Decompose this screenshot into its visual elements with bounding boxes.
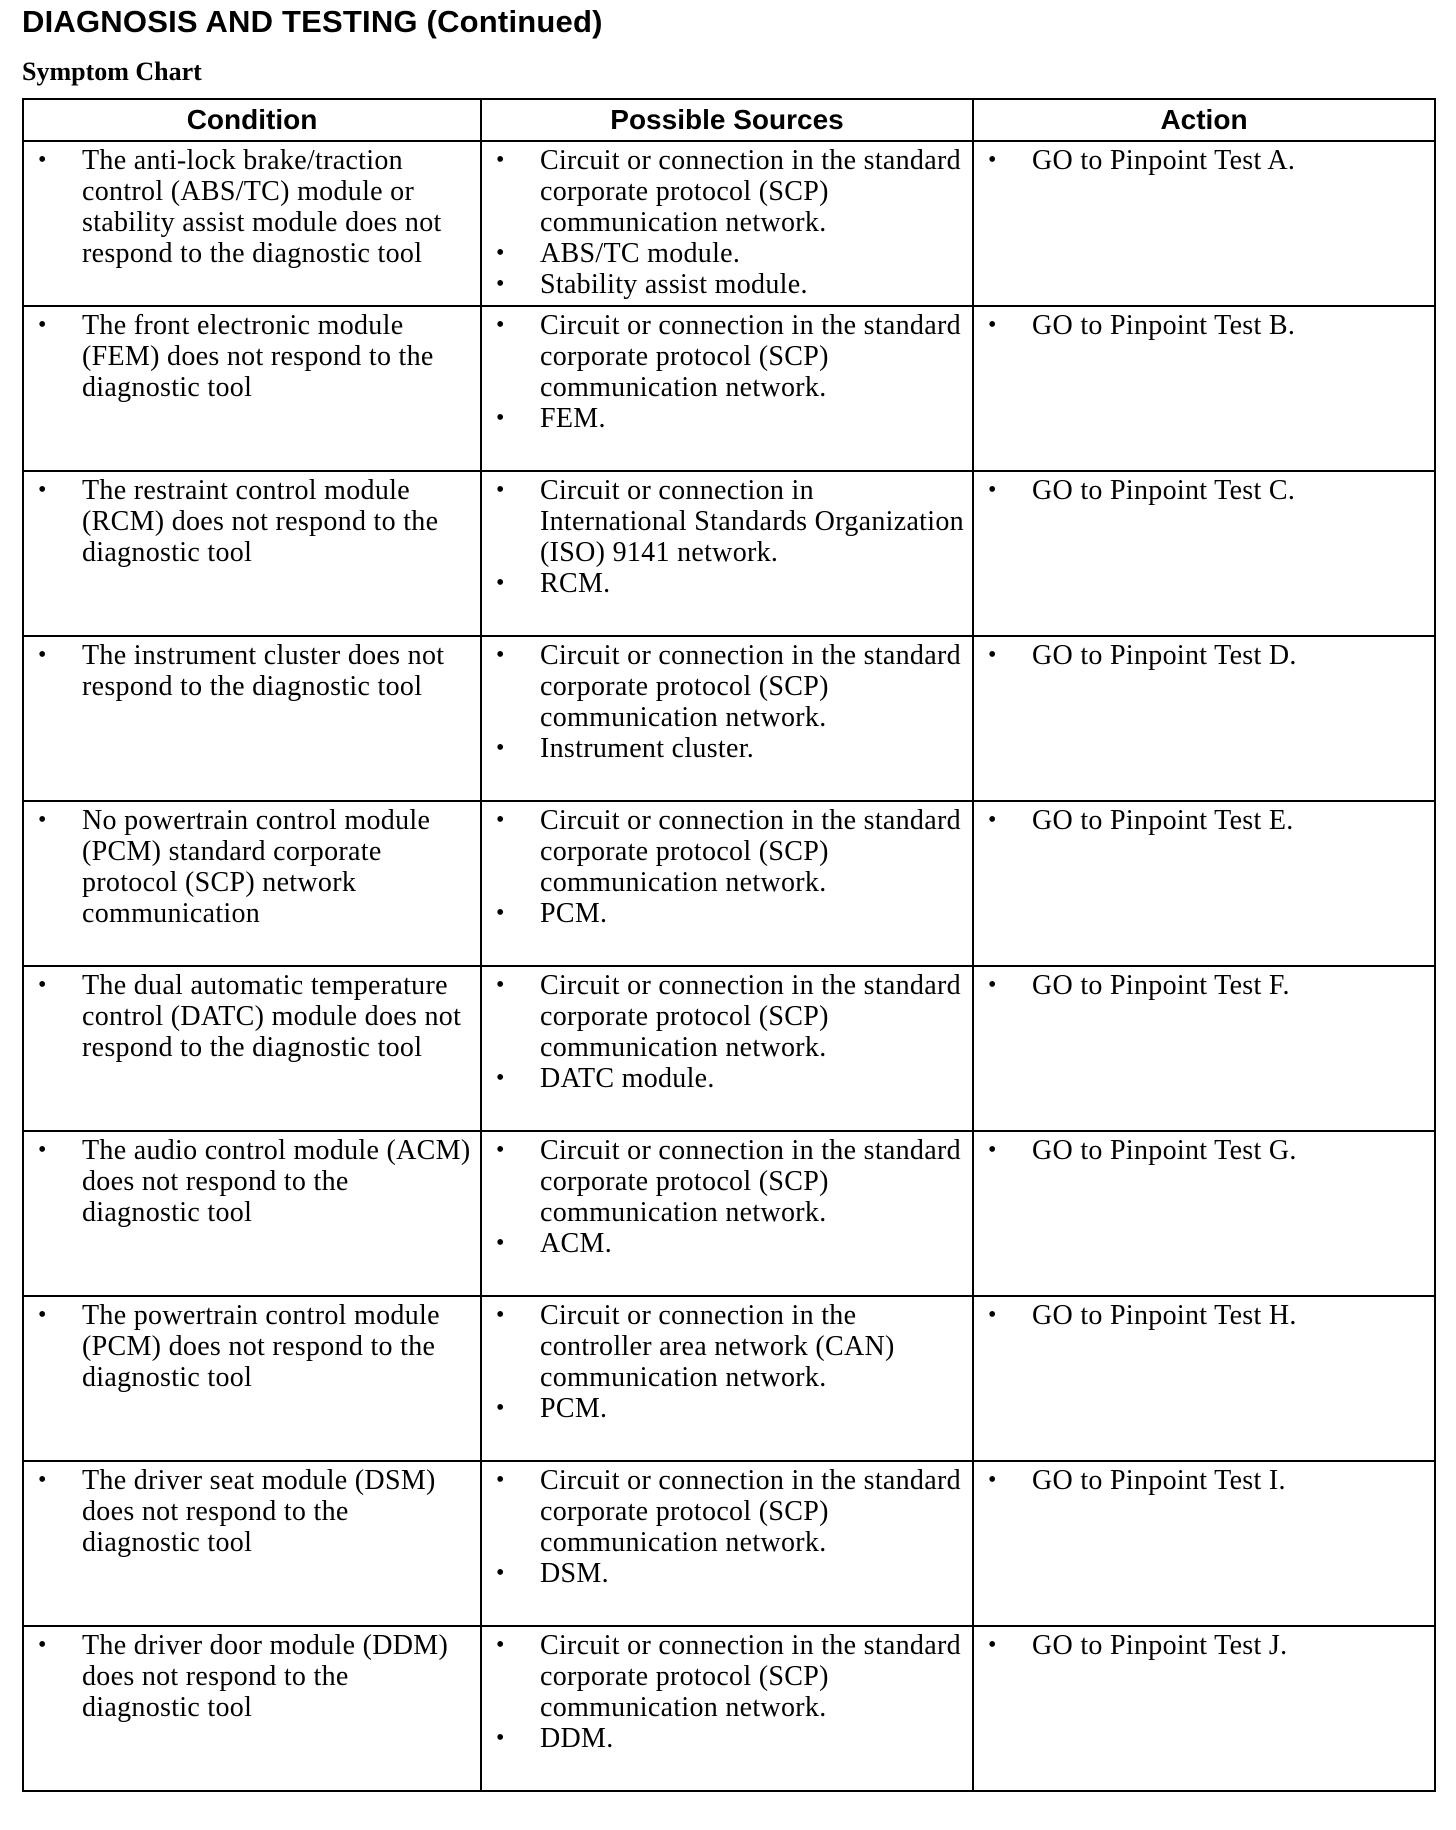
list-item-text: The instrument cluster does not respond to the diagnostic tool	[82, 640, 445, 702]
list-item-text: Circuit or connection in the standard corporate protocol (SCP) communication network.	[540, 145, 961, 238]
list-item-text: The restraint control module (RCM) does not respond to the diagnostic tool	[82, 475, 439, 568]
list-item-text: DDM.	[540, 1723, 614, 1754]
bullet-list	[34, 1135, 474, 1228]
list-item-text: GO to Pinpoint Test I.	[1032, 1465, 1286, 1496]
bullet-icon: •	[988, 1632, 997, 1658]
list-item-text: Instrument cluster.	[540, 733, 755, 764]
bullet-icon: •	[38, 1467, 47, 1493]
bullet-list	[984, 1300, 1428, 1331]
possible-sources-cell	[481, 471, 973, 636]
list-item	[984, 805, 1428, 836]
condition-cell	[23, 1461, 481, 1626]
bullet-icon: •	[38, 1302, 47, 1328]
list-item-text: GO to Pinpoint Test F.	[1032, 970, 1290, 1001]
document-page	[22, 0, 1434, 1792]
action-cell	[973, 966, 1435, 1131]
list-item	[984, 310, 1428, 341]
possible-sources-cell	[481, 1461, 973, 1626]
list-item	[984, 1300, 1428, 1331]
bullet-list	[984, 640, 1428, 671]
section-subtitle: Symptom Chart	[22, 57, 202, 86]
list-item-text: DATC module.	[540, 1063, 715, 1094]
list-item-text: The anti-lock brake/traction control (ABS/TC) module or stability assist module does not respond to the diagnostic tool	[82, 145, 442, 269]
bullet-icon: •	[496, 1632, 505, 1658]
condition-cell	[23, 1626, 481, 1791]
bullet-list	[34, 640, 474, 702]
list-item	[492, 1228, 966, 1259]
list-item	[492, 145, 966, 238]
action-cell	[973, 1296, 1435, 1461]
bullet-icon: •	[496, 1302, 505, 1328]
list-item	[492, 238, 966, 269]
list-item	[34, 310, 474, 403]
bullet-list	[34, 475, 474, 568]
bullet-list	[492, 1300, 966, 1424]
bullet-list	[34, 1465, 474, 1558]
list-item-text: GO to Pinpoint Test D.	[1032, 640, 1297, 671]
bullet-icon: •	[988, 477, 997, 503]
action-cell	[973, 306, 1435, 471]
list-item	[492, 403, 966, 434]
list-item	[984, 475, 1428, 506]
list-item-text: No powertrain control module (PCM) standard corporate protocol (SCP) network communication	[82, 805, 431, 929]
list-item	[492, 898, 966, 929]
bullet-list	[492, 145, 966, 300]
bullet-list	[492, 310, 966, 434]
list-item-text: DSM.	[540, 1558, 609, 1589]
bullet-icon: •	[38, 972, 47, 998]
list-item	[492, 805, 966, 898]
column-header-possible-sources: Possible Sources	[481, 99, 973, 141]
action-cell	[973, 1626, 1435, 1791]
column-header-action: Action	[973, 99, 1435, 141]
list-item-text: The front electronic module (FEM) does not respond to the diagnostic tool	[82, 310, 434, 403]
table-row	[23, 1131, 1435, 1296]
list-item	[34, 475, 474, 568]
bullet-icon: •	[496, 807, 505, 833]
list-item-text: Circuit or connection in the controller area network (CAN) communication network.	[540, 1300, 895, 1393]
bullet-icon: •	[988, 1137, 997, 1163]
bullet-icon: •	[988, 807, 997, 833]
list-item	[984, 145, 1428, 176]
bullet-icon: •	[496, 1065, 505, 1091]
possible-sources-cell	[481, 966, 973, 1131]
bullet-icon: •	[496, 1137, 505, 1163]
possible-sources-cell	[481, 1626, 973, 1791]
bullet-list	[34, 145, 474, 269]
bullet-list	[492, 805, 966, 929]
bullet-icon: •	[496, 1230, 505, 1256]
list-item	[492, 568, 966, 599]
action-cell	[973, 1461, 1435, 1626]
list-item	[984, 1630, 1428, 1661]
table-row	[23, 471, 1435, 636]
possible-sources-cell	[481, 141, 973, 306]
list-item	[492, 475, 966, 568]
bullet-list	[984, 310, 1428, 341]
list-item-text: GO to Pinpoint Test C.	[1032, 475, 1296, 506]
bullet-icon: •	[496, 271, 505, 297]
list-item-text: GO to Pinpoint Test H.	[1032, 1300, 1297, 1331]
list-item	[34, 1630, 474, 1723]
bullet-icon: •	[496, 147, 505, 173]
table-row	[23, 1626, 1435, 1791]
list-item	[34, 1300, 474, 1393]
bullet-icon: •	[38, 477, 47, 503]
possible-sources-cell	[481, 636, 973, 801]
list-item-text: Circuit or connection in the standard corporate protocol (SCP) communication network.	[540, 1465, 961, 1558]
list-item-text: The driver door module (DDM) does not respond to the diagnostic tool	[82, 1630, 449, 1723]
list-item	[492, 1723, 966, 1754]
bullet-icon: •	[988, 147, 997, 173]
list-item	[492, 1300, 966, 1393]
bullet-icon: •	[496, 312, 505, 338]
list-item-text: Circuit or connection in the standard corporate protocol (SCP) communication network.	[540, 640, 961, 733]
possible-sources-cell	[481, 306, 973, 471]
bullet-icon: •	[988, 642, 997, 668]
list-item	[984, 970, 1428, 1001]
symptom-chart-table	[22, 98, 1436, 1792]
condition-cell	[23, 306, 481, 471]
bullet-list	[492, 475, 966, 599]
list-item-text: The audio control module (ACM) does not respond to the diagnostic tool	[82, 1135, 471, 1228]
bullet-list	[492, 640, 966, 764]
bullet-icon: •	[496, 1560, 505, 1586]
bullet-list	[34, 1300, 474, 1393]
table-row	[23, 966, 1435, 1131]
column-header-condition: Condition	[23, 99, 481, 141]
bullet-icon: •	[496, 1725, 505, 1751]
bullet-list	[34, 310, 474, 403]
bullet-icon: •	[988, 972, 997, 998]
action-cell	[973, 636, 1435, 801]
list-item-text: The powertrain control module (PCM) does not respond to the diagnostic tool	[82, 1300, 440, 1393]
list-item-text: Circuit or connection in the standard corporate protocol (SCP) communication network.	[540, 970, 961, 1063]
condition-cell	[23, 1296, 481, 1461]
condition-cell	[23, 141, 481, 306]
list-item-text: The dual automatic temperature control (DATC) module does not respond to the diagnostic tool	[82, 970, 462, 1063]
bullet-list	[492, 970, 966, 1094]
condition-cell	[23, 801, 481, 966]
list-item	[34, 640, 474, 702]
bullet-list	[34, 805, 474, 929]
list-item-text: Circuit or connection in the standard corporate protocol (SCP) communication network.	[540, 310, 961, 403]
bullet-list	[492, 1465, 966, 1589]
action-cell	[973, 141, 1435, 306]
list-item	[984, 1135, 1428, 1166]
bullet-icon: •	[988, 1467, 997, 1493]
bullet-icon: •	[38, 1137, 47, 1163]
table-row	[23, 636, 1435, 801]
bullet-icon: •	[496, 735, 505, 761]
list-item-text: Stability assist module.	[540, 269, 808, 300]
bullet-list	[984, 475, 1428, 506]
list-item-text: GO to Pinpoint Test G.	[1032, 1135, 1297, 1166]
action-cell	[973, 471, 1435, 636]
list-item-text: ACM.	[540, 1228, 612, 1259]
list-item	[492, 269, 966, 300]
table-row	[23, 306, 1435, 471]
bullet-list	[34, 1630, 474, 1723]
list-item-text: RCM.	[540, 568, 611, 599]
bullet-list	[492, 1630, 966, 1754]
list-item	[984, 640, 1428, 671]
condition-cell	[23, 636, 481, 801]
bullet-icon: •	[496, 1467, 505, 1493]
bullet-list	[984, 805, 1428, 836]
list-item	[34, 145, 474, 269]
bullet-icon: •	[38, 807, 47, 833]
possible-sources-cell	[481, 1131, 973, 1296]
list-item-text: GO to Pinpoint Test B.	[1032, 310, 1296, 341]
bullet-list	[984, 970, 1428, 1001]
list-item-text: Circuit or connection in the standard corporate protocol (SCP) communication network.	[540, 1630, 961, 1723]
list-item-text: PCM.	[540, 1393, 608, 1424]
bullet-icon: •	[988, 312, 997, 338]
list-item	[492, 1558, 966, 1589]
bullet-icon: •	[988, 1302, 997, 1328]
bullet-list	[34, 970, 474, 1063]
page-title: DIAGNOSIS AND TESTING (Continued)	[22, 4, 603, 39]
list-item	[492, 310, 966, 403]
condition-cell	[23, 1131, 481, 1296]
list-item-text: ABS/TC module.	[540, 238, 741, 269]
action-cell	[973, 801, 1435, 966]
list-item	[492, 970, 966, 1063]
list-item	[34, 1135, 474, 1228]
bullet-list	[984, 1135, 1428, 1166]
list-item-text: Circuit or connection in International Standards Organization (ISO) 9141 network.	[540, 475, 964, 568]
bullet-icon: •	[496, 972, 505, 998]
condition-cell	[23, 471, 481, 636]
list-item	[34, 1465, 474, 1558]
bullet-icon: •	[38, 312, 47, 338]
list-item	[492, 1465, 966, 1558]
list-item	[492, 1393, 966, 1424]
list-item	[34, 970, 474, 1063]
action-cell	[973, 1131, 1435, 1296]
table-row	[23, 1461, 1435, 1626]
bullet-list	[984, 145, 1428, 176]
list-item-text: GO to Pinpoint Test J.	[1032, 1630, 1288, 1661]
bullet-icon: •	[496, 570, 505, 596]
list-item	[492, 1630, 966, 1723]
list-item-text: Circuit or connection in the standard corporate protocol (SCP) communication network.	[540, 1135, 961, 1228]
possible-sources-cell	[481, 801, 973, 966]
table-body	[23, 141, 1435, 1791]
bullet-icon: •	[38, 147, 47, 173]
bullet-icon: •	[38, 1632, 47, 1658]
list-item-text: FEM.	[540, 403, 606, 434]
list-item-text: PCM.	[540, 898, 608, 929]
list-item	[34, 805, 474, 929]
possible-sources-cell	[481, 1296, 973, 1461]
bullet-list	[984, 1465, 1428, 1496]
list-item	[492, 1135, 966, 1228]
list-item-text: GO to Pinpoint Test A.	[1032, 145, 1296, 176]
bullet-icon: •	[496, 477, 505, 503]
bullet-list	[984, 1630, 1428, 1661]
bullet-icon: •	[496, 642, 505, 668]
list-item	[984, 1465, 1428, 1496]
table-row	[23, 141, 1435, 306]
bullet-list	[492, 1135, 966, 1259]
bullet-icon: •	[496, 900, 505, 926]
list-item-text: GO to Pinpoint Test E.	[1032, 805, 1294, 836]
bullet-icon: •	[38, 642, 47, 668]
list-item	[492, 1063, 966, 1094]
list-item-text: The driver seat module (DSM) does not respond to the diagnostic tool	[82, 1465, 436, 1558]
table-row	[23, 801, 1435, 966]
bullet-icon: •	[496, 1395, 505, 1421]
list-item-text: Circuit or connection in the standard corporate protocol (SCP) communication network.	[540, 805, 961, 898]
bullet-icon: •	[496, 405, 505, 431]
condition-cell	[23, 966, 481, 1131]
bullet-icon: •	[496, 240, 505, 266]
table-header-row	[23, 99, 1435, 141]
list-item	[492, 733, 966, 764]
list-item	[492, 640, 966, 733]
table-row	[23, 1296, 1435, 1461]
